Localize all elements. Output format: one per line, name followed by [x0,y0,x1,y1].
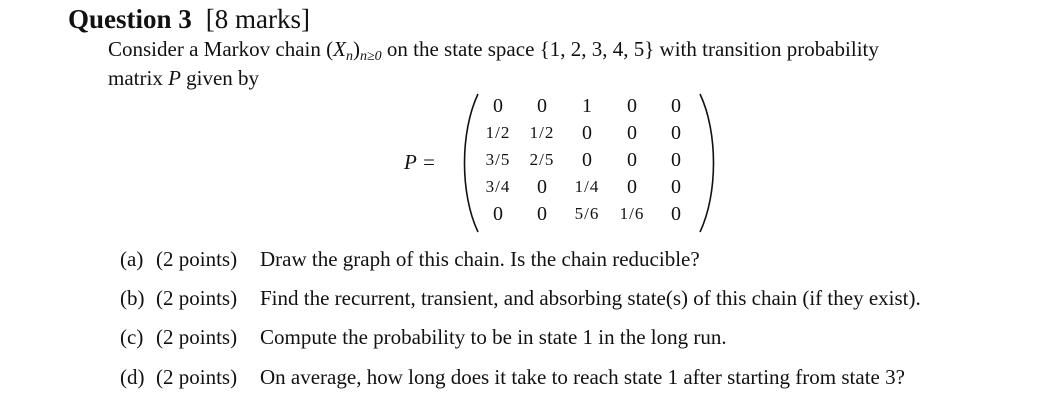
part-c [120,323,727,351]
question-marks: [8 marks] [205,4,310,34]
part-label: (b) [120,286,145,310]
matrix-cell: 1/6 [619,204,645,223]
matrix-cell: 0 [627,122,637,144]
matrix-cell: 0 [671,203,681,225]
matrix-cell: 0 [537,176,547,198]
part-points: (2 points) [156,247,238,271]
part-label: (a) [120,247,144,271]
part-points: (2 points) [156,325,238,349]
part-a [120,245,700,273]
question-title: Question 3 [68,4,192,34]
matrix-cell: 0 [627,176,637,198]
matrix-cell: 0 [537,95,547,117]
part-d [120,363,905,391]
matrix-cell: 1/2 [485,123,511,142]
matrix-cell: 1/2 [529,123,555,142]
matrix-cell: 3/4 [485,177,511,196]
matrix-cell: 0 [671,176,681,198]
intro-text: ) [352,37,360,61]
part-b [120,284,921,312]
matrix-cell: 0 [627,149,637,171]
intro-line-2 [108,64,259,92]
matrix-cell: 0 [493,203,503,225]
matrix-cell: 0 [582,149,592,171]
part-points: (2 points) [156,286,238,310]
intro-variable: X [333,37,346,61]
part-label: (d) [120,365,145,389]
matrix-cell: 0 [671,95,681,117]
matrix-label-text: P = [404,150,436,174]
matrix-cell: 0 [537,203,547,225]
part-points: (2 points) [156,365,238,389]
matrix-cell: 1/4 [574,177,600,196]
matrix-cell: 2/5 [529,150,555,169]
matrix-cell: 0 [671,122,681,144]
part-text: Compute the probability to be in state 1 in the long run. [260,325,727,349]
matrix-cell: 0 [493,95,503,117]
intro-variable: P [168,66,181,90]
intro-text: on the state space {1, 2, 3, 4, 5} with transition probability [381,37,879,61]
question-heading [68,2,310,36]
matrix-cell: 0 [627,95,637,117]
intro-subscript: n [345,49,353,64]
part-text: Find the recurrent, transient, and absorbing state(s) of this chain (if they exist). [260,286,921,310]
part-text: Draw the graph of this chain. Is the chain reducible? [260,247,700,271]
matrix-cell: 0 [582,122,592,144]
matrix-cell: 0 [671,149,681,171]
part-text: On average, how long does it take to reach state 1 after starting from state 3? [260,365,905,389]
matrix-label [404,148,436,176]
intro-text: given by [180,66,260,90]
intro-subscript: n≥0 [359,49,382,64]
matrix-cell: 3/5 [485,150,511,169]
matrix-cell: 5/6 [574,204,600,223]
transition-matrix [462,92,716,234]
part-label: (c) [120,325,144,349]
matrix-cell: 1 [582,95,592,117]
intro-text: Consider a Markov chain ( [108,37,334,61]
intro-text: matrix [108,66,169,90]
